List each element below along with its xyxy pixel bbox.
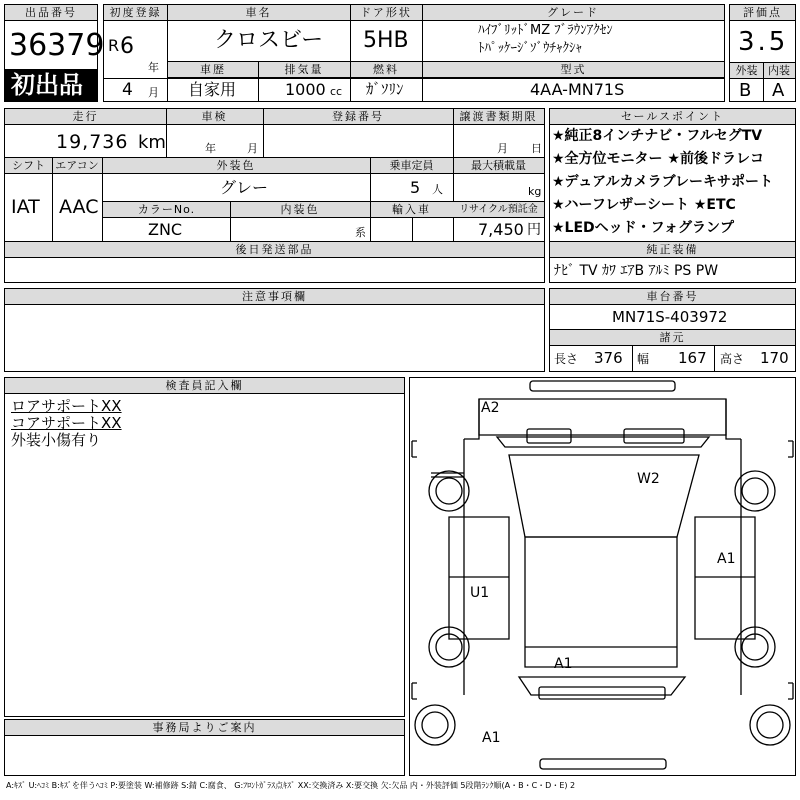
recycle: 7,450 — [478, 220, 524, 239]
sales-point-3: ★デュアルカメラブレーキサポート — [552, 174, 774, 190]
interior-label: 内装 — [763, 63, 795, 79]
ac-label: エアコン — [52, 158, 102, 174]
shift: IAT — [11, 196, 40, 218]
first-listing: 初出品 — [11, 71, 83, 99]
sales-points-box — [549, 108, 796, 242]
notes-box — [4, 288, 545, 372]
inspection-label: 車検 — [166, 109, 263, 125]
width: 167 — [678, 349, 707, 367]
score: 3.5 — [738, 27, 789, 57]
reg-number-label: 登録番号 — [263, 109, 453, 125]
grade-line2: ﾄﾊﾟｯｹｰｼﾞｿﾞｳﾁｬｸｼｬ — [478, 41, 582, 56]
score-box — [729, 4, 796, 102]
displacement: 1000 — [285, 80, 326, 99]
inspection-month-unit: 月 — [247, 142, 258, 155]
diagram-mark-a2: A2 — [481, 400, 500, 416]
import-label: 輸入車 — [370, 202, 453, 218]
sales-point-4: ★ハーフレザーシート ★ETC — [552, 197, 736, 213]
sales-point-1: ★純正8インチナビ・フルセグTV — [552, 128, 763, 144]
diagram-mark-a1-rear: A1 — [554, 656, 573, 672]
lot-number-label: 出品番号 — [5, 5, 97, 21]
transfer-label: 譲渡書類期限 — [453, 109, 544, 125]
height: 170 — [760, 349, 789, 367]
inspection-year-unit: 年 — [205, 142, 216, 155]
later-parts-label: 後日発送部品 — [5, 242, 544, 258]
door-type: 5HB — [363, 28, 409, 53]
capacity: 5 — [410, 178, 421, 197]
month-value: 4 — [122, 80, 133, 100]
equipment-box — [549, 241, 796, 283]
office-label: 事務局よりご案内 — [5, 720, 404, 736]
ac: AAC — [59, 196, 99, 218]
score-label: 評価点 — [730, 5, 795, 21]
equipment: ﾅﾋﾞ TV ｶﾜ ｴｱB ｱﾙﾐ PS PW — [554, 263, 719, 279]
office-box — [4, 719, 405, 776]
inspector-line-3: 外装小傷有り — [11, 431, 102, 449]
first-reg-label: 初度登録 — [104, 5, 167, 21]
displacement-unit: cc — [330, 85, 343, 98]
color-no-label: カラーNo. — [103, 202, 230, 218]
diagram-mark-a1-right: A1 — [717, 551, 736, 567]
load-unit: kg — [528, 185, 542, 198]
later-parts-box — [4, 241, 545, 283]
mileage: 19,736 — [56, 131, 129, 153]
era-letter: R — [108, 36, 120, 55]
diagram-mark-a1-bumper: A1 — [482, 730, 501, 746]
load-label: 最大積載量 — [453, 158, 544, 174]
model-label: 型式 — [423, 62, 724, 78]
fuel-label: 燃料 — [350, 62, 422, 78]
exterior-label: 外装 — [730, 63, 763, 79]
history-label: 車歴 — [168, 62, 258, 78]
door-label: ドア形状 — [350, 5, 422, 21]
interior-color-unit: 系 — [355, 226, 366, 239]
legend: A:ｷｽﾞ U:ﾍｺﾐ B:ｷｽﾞを伴うﾍｺﾐ P:要塗装 W:補修跡 S:錆 C:腐食、 G:ﾌﾛﾝﾄｶﾞﾗｽ点ｷｽﾞ XX:交換済み X:要交換 欠:欠品 内・外装評価 5段階ﾗﾝｸ順(A・B・C・D・E) 2 — [6, 781, 576, 790]
inspector-box — [4, 377, 405, 717]
length-label: 長さ — [554, 352, 579, 366]
inspector-label: 検査員記入欄 — [5, 378, 404, 394]
transfer-day-unit: 日 — [531, 142, 542, 155]
recycle-label: リサイクル預託金 — [453, 202, 544, 218]
diagram-mark-w2: W2 — [637, 471, 660, 487]
fuel: ｶﾞｿﾘﾝ — [366, 80, 404, 98]
color-label: 外装色 — [102, 158, 370, 174]
interior-grade: A — [772, 80, 785, 101]
era-year: 6 — [120, 34, 134, 59]
grade-line1: ﾊｲﾌﾞﾘｯﾄﾞMZ ﾌﾞﾗｳﾝｱｸｾﾝ — [478, 23, 613, 38]
month-unit: 月 — [148, 86, 159, 99]
color-no: ZNC — [148, 220, 183, 239]
history: 自家用 — [188, 80, 237, 99]
grade-label: グレード — [422, 5, 724, 21]
sales-points-label: セールスポイント — [550, 109, 795, 125]
sales-point-5: ★LEDヘッド・フォグランプ — [552, 220, 734, 236]
year-unit: 年 — [148, 61, 159, 74]
displacement-label: 排気量 — [258, 62, 350, 78]
lot-number: 36379 — [9, 28, 105, 63]
inspector-line-2: コアサポートXX — [11, 414, 122, 432]
car-name-label: 車名 — [167, 5, 350, 21]
inspector-line-1: ロアサポートXX — [11, 397, 122, 415]
capacity-label: 乗車定員 — [370, 158, 453, 174]
chassis-number: MN71S-403972 — [612, 308, 728, 326]
body-color: グレー — [220, 178, 269, 197]
chassis-box — [549, 288, 796, 372]
shift-label: シフト — [5, 158, 52, 174]
mileage-unit: km — [138, 132, 166, 153]
sales-point-2: ★全方位モニター ★前後ドラレコ — [552, 151, 764, 167]
height-label: 高さ — [720, 352, 745, 366]
mileage-label: 走行 — [5, 109, 166, 125]
chassis-label: 車台番号 — [550, 289, 795, 305]
details-grid — [4, 108, 545, 242]
diagram-mark-u1: U1 — [470, 585, 490, 601]
length: 376 — [594, 349, 623, 367]
exterior-grade: B — [739, 80, 752, 101]
interior-color-label: 内装色 — [230, 202, 370, 218]
recycle-unit: 円 — [527, 222, 541, 238]
notes-label: 注意事項欄 — [5, 289, 544, 305]
lot-number-box — [4, 4, 105, 102]
car-name: クロスビー — [214, 28, 324, 53]
car-diagram-drawing — [409, 377, 796, 776]
width-label: 幅 — [637, 352, 650, 366]
equipment-label: 純正装備 — [550, 242, 795, 258]
capacity-unit: 人 — [432, 183, 443, 196]
transfer-month-unit: 月 — [497, 142, 508, 155]
model: 4AA-MN71S — [530, 80, 625, 99]
dims-label: 諸元 — [550, 330, 795, 346]
